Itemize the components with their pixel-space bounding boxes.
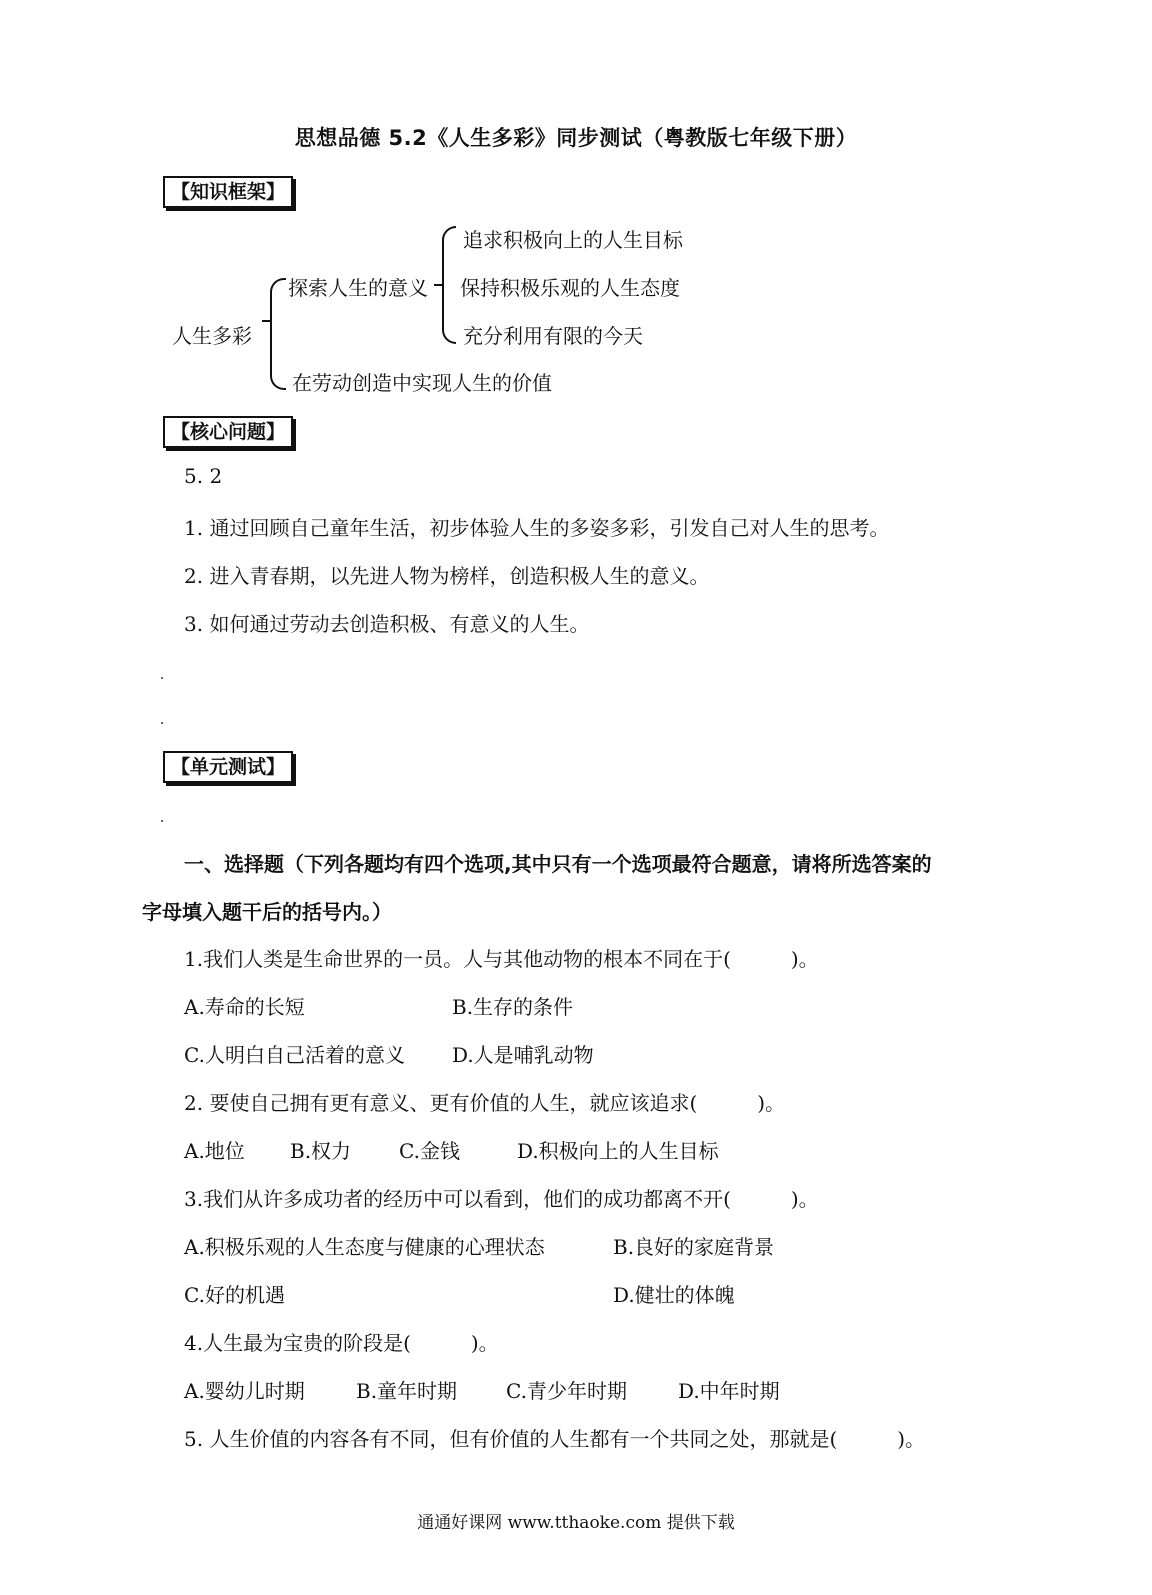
section-label-framework: 【知识框架】 (163, 176, 293, 208)
question-3-option-a: A.积极乐观的人生态度与健康的心理状态 (184, 1235, 545, 1259)
page-title: 思想品德 5.2《人生多彩》同步测试（粤教版七年级下册） (294, 126, 858, 150)
framework-big-brace-point (262, 320, 272, 322)
question-1-option-d: D.人是哺乳动物 (452, 1043, 594, 1067)
framework-small-brace-point (434, 284, 444, 286)
framework-branch-1: 探索人生的意义 (288, 276, 428, 300)
framework-root: 人生多彩 (172, 324, 252, 348)
question-5-stem: 5. 人生价值的内容各有不同，但有价值的人生都有一个共同之处，那就是( )。 (184, 1427, 926, 1451)
stray-dot (161, 820, 163, 822)
framework-child-2: 保持积极乐观的人生态度 (460, 276, 680, 300)
stray-dot (161, 677, 163, 679)
question-3-option-c: C.好的机遇 (184, 1283, 285, 1307)
core-item-2: 2. 进入青春期，以先进人物为榜样，创造积极人生的意义。 (184, 564, 710, 588)
core-item-1: 1. 通过回顾自己童年生活，初步体验人生的多姿多彩，引发自己对人生的思考。 (184, 516, 890, 540)
question-3-option-b: B.良好的家庭背景 (613, 1235, 775, 1259)
question-3-option-d: D.健壮的体魄 (613, 1283, 735, 1307)
question-1-option-a: A.寿命的长短 (184, 995, 305, 1019)
question-2-option-a: A.地位 (184, 1139, 245, 1163)
test-instructions-line-1: 一、选择题（下列各题均有四个选项,其中只有一个选项最符合题意，请将所选答案的 (184, 852, 932, 876)
framework-child-3: 充分利用有限的今天 (463, 324, 643, 348)
question-4-stem: 4.人生最为宝贵的阶段是( )。 (184, 1331, 499, 1355)
page-footer: 通通好课网 www.tthaoke.com 提供下载 (417, 1513, 735, 1533)
framework-small-brace (442, 226, 456, 344)
question-4-option-c: C.青少年时期 (506, 1379, 627, 1403)
question-2-option-c: C.金钱 (399, 1139, 460, 1163)
question-2-stem: 2. 要使自己拥有更有意义、更有价值的人生，就应该追求( )。 (184, 1091, 786, 1115)
question-4-option-b: B.童年时期 (356, 1379, 458, 1403)
core-item-3: 3. 如何通过劳动去创造积极、有意义的人生。 (184, 612, 590, 636)
section-label-test: 【单元测试】 (163, 751, 293, 783)
question-2-option-d: D.积极向上的人生目标 (517, 1139, 719, 1163)
question-4-option-d: D.中年时期 (678, 1379, 780, 1403)
core-heading: 5. 2 (184, 464, 223, 488)
framework-branch-2: 在劳动创造中实现人生的价值 (292, 371, 552, 395)
question-1-option-b: B.生存的条件 (452, 995, 574, 1019)
test-instructions-line-2: 字母填入题干后的括号内。） (142, 900, 392, 924)
question-2-option-b: B.权力 (290, 1139, 352, 1163)
question-1-option-c: C.人明白自己活着的意义 (184, 1043, 405, 1067)
stray-dot (161, 722, 163, 724)
question-1-stem: 1.我们人类是生命世界的一员。人与其他动物的根本不同在于( )。 (184, 947, 819, 971)
question-4-option-a: A.婴幼儿时期 (184, 1379, 305, 1403)
question-3-stem: 3.我们从许多成功者的经历中可以看到，他们的成功都离不开( )。 (184, 1187, 819, 1211)
framework-big-brace (270, 278, 286, 390)
framework-child-1: 追求积极向上的人生目标 (463, 228, 683, 252)
section-label-core: 【核心问题】 (163, 416, 293, 448)
